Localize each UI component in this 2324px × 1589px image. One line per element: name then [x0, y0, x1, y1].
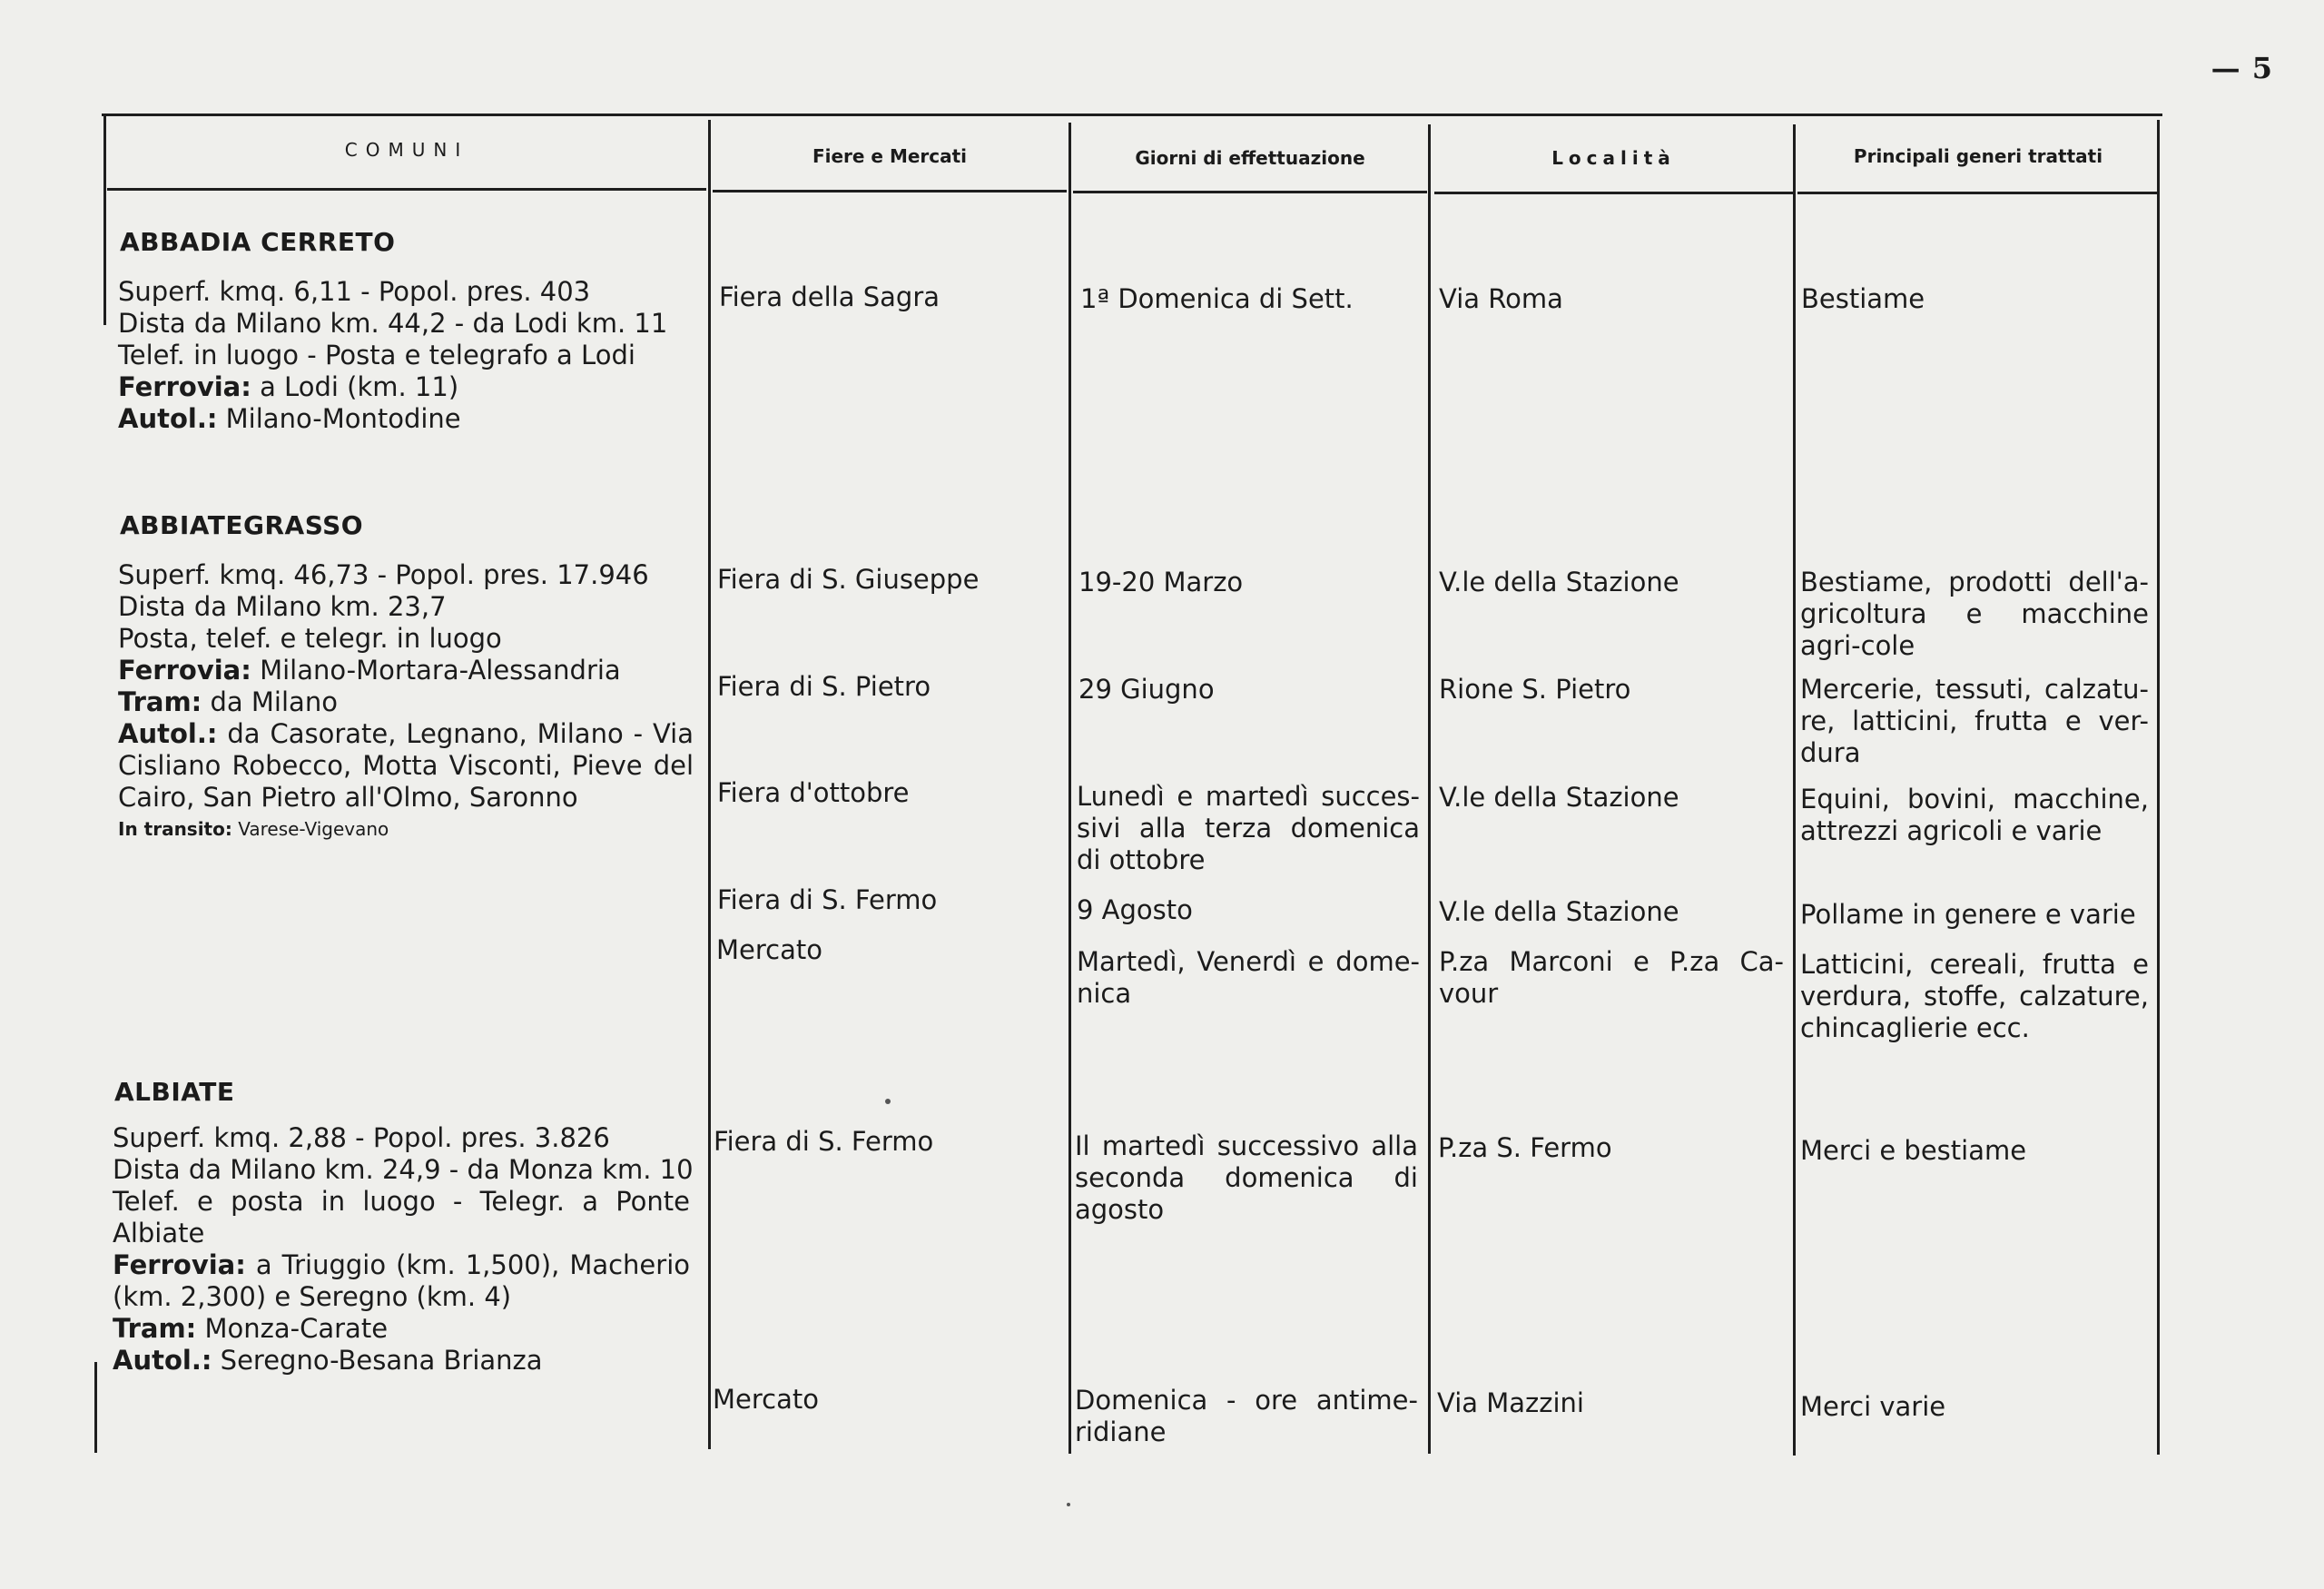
giorni-cell: Domenica - ore antime-ridiane: [1075, 1385, 1418, 1447]
col-divider-2: [1068, 123, 1071, 1454]
comune-name: ALBIATE: [114, 1077, 235, 1107]
generi-cell: Merci e bestiame: [1800, 1135, 2027, 1166]
localita-cell: Via Mazzini: [1437, 1387, 1584, 1418]
ferrovia-label: Ferrovia:: [113, 1249, 246, 1280]
generi-cell: Bestiame, prodotti dell'a-gricoltura e macchine agri-cole: [1800, 567, 2149, 661]
info-line: Telef. e posta in luogo - Telegr. a Ponte Albiate: [113, 1186, 690, 1248]
tram-value: da Milano: [210, 686, 338, 717]
comune-name: ABBIATEGRASSO: [120, 510, 364, 540]
page-number: — 5: [2211, 51, 2273, 85]
generi-cell: Bestiame: [1801, 283, 1925, 314]
header-generi: Principali generi trattati: [1853, 145, 2103, 167]
header-bottom-rule-1: [107, 188, 706, 191]
header-bottom-rule-2: [713, 190, 1067, 192]
generi-cell: Pollame in genere e varie: [1800, 899, 2136, 930]
generi-cell: Equini, bovini, macchine, attrezzi agricoli e varie: [1800, 784, 2149, 846]
info-line: Superf. kmq. 6,11 - Popol. pres. 403: [118, 276, 591, 307]
localita-cell: V.le della Stazione: [1439, 782, 1679, 813]
info-line: Superf. kmq. 2,88 - Popol. pres. 3.826: [113, 1122, 610, 1153]
info-line: Telef. in luogo - Posta e telegrafo a Lodi: [118, 340, 635, 370]
generi-cell: Mercerie, tessuti, calzatu-re, latticini, frutta e ver-dura: [1800, 674, 2149, 768]
autol-label: Autol.:: [113, 1345, 212, 1376]
localita-cell: P.za Marconi e P.za Ca-vour: [1439, 946, 1784, 1009]
ferrovia-value: Milano-Mortara-Alessandria: [260, 655, 621, 686]
col-divider-3: [1428, 124, 1431, 1454]
localita-cell: V.le della Stazione: [1439, 896, 1679, 927]
info-line: Dista da Milano km. 44,2 - da Lodi km. 11: [118, 308, 668, 339]
scan-speck: [1067, 1503, 1070, 1506]
giorni-cell: Martedì, Venerdì e dome-nica: [1077, 946, 1420, 1009]
fiera-cell: Fiera di S. Fermo: [714, 1126, 934, 1157]
comune-info: [113, 1122, 694, 1377]
transito-label: In transito:: [118, 818, 232, 840]
localita-cell: Rione S. Pietro: [1439, 674, 1631, 705]
autol-value: Milano-Montodine: [225, 403, 461, 434]
col-divider-0: [103, 116, 106, 325]
tram-label: Tram:: [113, 1313, 197, 1344]
header-comuni: COMUNI: [344, 139, 469, 161]
header-giorni: Giorni di effettuazione: [1135, 147, 1365, 169]
fiera-cell: Fiera di S. Pietro: [717, 671, 931, 702]
autol-value: Seregno-Besana Brianza: [220, 1345, 543, 1376]
fiera-cell: Fiera della Sagra: [719, 281, 940, 312]
fiera-cell: Fiera di S. Fermo: [717, 884, 938, 915]
tram-label: Tram:: [118, 686, 202, 717]
header-bottom-rule-3: [1073, 191, 1427, 193]
col-divider-1: [708, 120, 711, 1449]
scan-speck: [885, 1099, 891, 1104]
table-top-rule: [102, 114, 2162, 116]
generi-cell: Latticini, cereali, frutta e verdura, stoffe, calzature, chincaglierie ecc.: [1800, 949, 2149, 1043]
ferrovia-value: a Triuggio (km. 1,500), Macherio (km. 2,300) e Seregno (km. 4): [113, 1249, 690, 1312]
ferrovia-label: Ferrovia:: [118, 371, 251, 402]
giorni-cell: 1ª Domenica di Sett.: [1080, 283, 1354, 314]
giorni-cell: 29 Giugno: [1078, 674, 1215, 705]
fiera-cell: Mercato: [713, 1384, 819, 1415]
header-bottom-rule-5: [1797, 192, 2159, 194]
localita-cell: Via Roma: [1439, 283, 1563, 314]
info-line: Posta, telef. e telegr. in luogo: [118, 623, 502, 654]
tram-value: Monza-Carate: [204, 1313, 389, 1344]
header-localita: Località: [1551, 147, 1676, 169]
info-line: Superf. kmq. 46,73 - Popol. pres. 17.946: [118, 559, 649, 590]
col-divider-4: [1793, 124, 1796, 1456]
header-bottom-rule-4: [1434, 192, 1793, 194]
comune-name: ABBADIA CERRETO: [120, 227, 396, 257]
col-divider-0b: [94, 1362, 97, 1453]
comune-info: [118, 276, 699, 435]
col-divider-5: [2157, 120, 2160, 1455]
info-line: Dista da Milano km. 23,7: [118, 591, 447, 622]
giorni-cell: 9 Agosto: [1077, 894, 1193, 925]
header-fiere: Fiere e Mercati: [812, 145, 968, 167]
autol-label: Autol.:: [118, 718, 218, 749]
autol-label: Autol.:: [118, 403, 218, 434]
comune-info: [118, 559, 694, 844]
fiera-cell: Fiera di S. Giuseppe: [717, 564, 980, 595]
info-line: Dista da Milano km. 24,9 - da Monza km. 10: [113, 1154, 694, 1185]
fiera-cell: Mercato: [716, 934, 822, 965]
giorni-cell: Lunedì e martedì succes-sivi alla terza domenica di ottobre: [1077, 781, 1420, 875]
generi-cell: Merci varie: [1800, 1391, 1946, 1422]
fiera-cell: Fiera d'ottobre: [717, 777, 910, 808]
ferrovia-value: a Lodi (km. 11): [260, 371, 459, 402]
localita-cell: P.za S. Fermo: [1438, 1132, 1612, 1163]
transito-value: Varese-Vigevano: [238, 818, 389, 840]
giorni-cell: Il martedì successivo alla seconda domenica di agosto: [1075, 1130, 1418, 1225]
ferrovia-label: Ferrovia:: [118, 655, 251, 686]
giorni-cell: 19-20 Marzo: [1078, 567, 1244, 597]
autol-value: da Casorate, Legnano, Milano - Via Cisliano Robecco, Motta Visconti, Pieve del Cairo, San Pietro all'Olmo, Saronno: [118, 718, 694, 813]
localita-cell: V.le della Stazione: [1439, 567, 1679, 597]
